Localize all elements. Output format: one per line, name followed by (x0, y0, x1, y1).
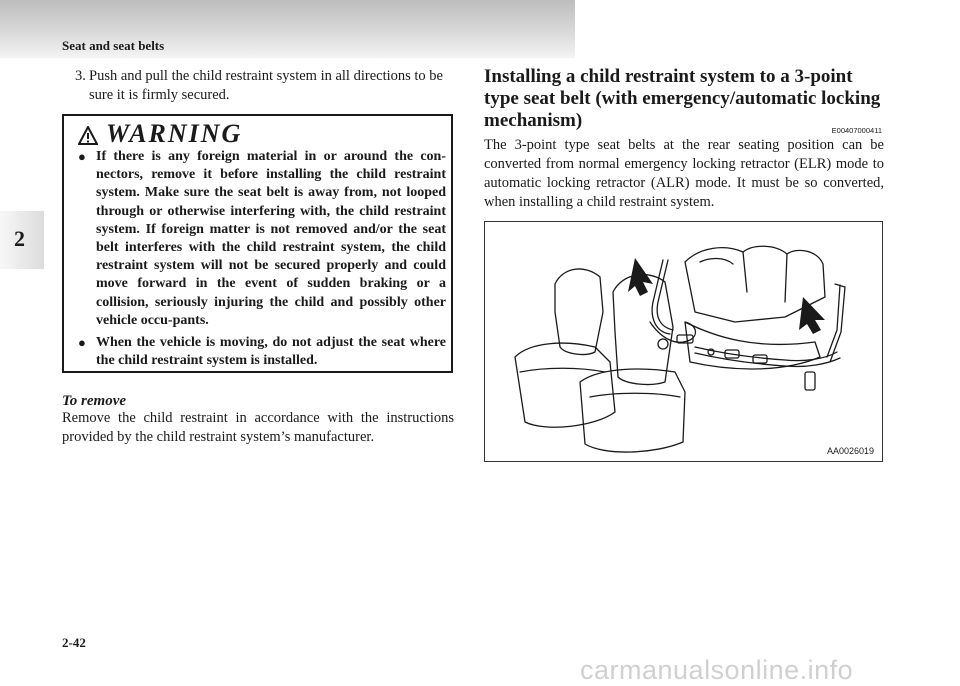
body-paragraph: The 3-point type seat belts at the rear seating position can be converted from normal emergency locking retractor (ELR) mode to automatic locking retractor (ALR) mode. It must be so converted, when installing a child restraint system. (484, 137, 884, 210)
step-text: Push and pull the child restraint system in all directions to be sure it is firmly secured. (89, 68, 443, 103)
sub-heading-to-remove: To remove (62, 393, 127, 409)
reference-code: E00407000411 (831, 126, 882, 135)
warning-box (62, 114, 453, 373)
arrow-icon (799, 297, 825, 334)
step-3 (75, 67, 455, 105)
warning-item (78, 334, 446, 370)
watermark: carmanualsonline.info (580, 655, 854, 685)
section-title: Seat and seat belts (62, 38, 165, 53)
warning-item-text: When the vehicle is moving, do not adjust the seat where the child restraint system is installed. (96, 335, 446, 369)
rear-seat-belt-illustration (485, 222, 882, 461)
bullet-icon: ● (78, 149, 86, 164)
bullet-icon: ● (78, 335, 86, 350)
warning-triangle-icon (78, 126, 98, 146)
figure-code: AA0026019 (826, 446, 874, 456)
page-number: 2-42 (62, 635, 86, 650)
remove-paragraph: Remove the child restraint in accordance with the instructions provided by the child restraint system’s manufacturer. (62, 410, 454, 445)
step-number: 3. (75, 68, 86, 84)
main-heading: Installing a child restraint system to a 3-point type seat belt (with emergency/automatic locking mechanism) (484, 66, 881, 131)
warning-item (78, 148, 446, 330)
chapter-number: 2 (14, 226, 25, 251)
warning-item-text: If there is any foreign material in or around the con-nectors, remove it before installing the child restraint system. Make sure the seat belt is away from, not looped through or otherwise interfering with, the child restraint system. If foreign matter is not removed and/or the seat belt interferes with the child restraint system, the child restraint system will not be secured properly and could move forward in the event of sudden braking or a collision, seriously injuring the child and possibly other vehicle occu-pants. (96, 149, 446, 328)
arrow-icon (628, 258, 653, 296)
figure-frame (484, 221, 883, 462)
warning-title: WARNING (106, 119, 243, 148)
